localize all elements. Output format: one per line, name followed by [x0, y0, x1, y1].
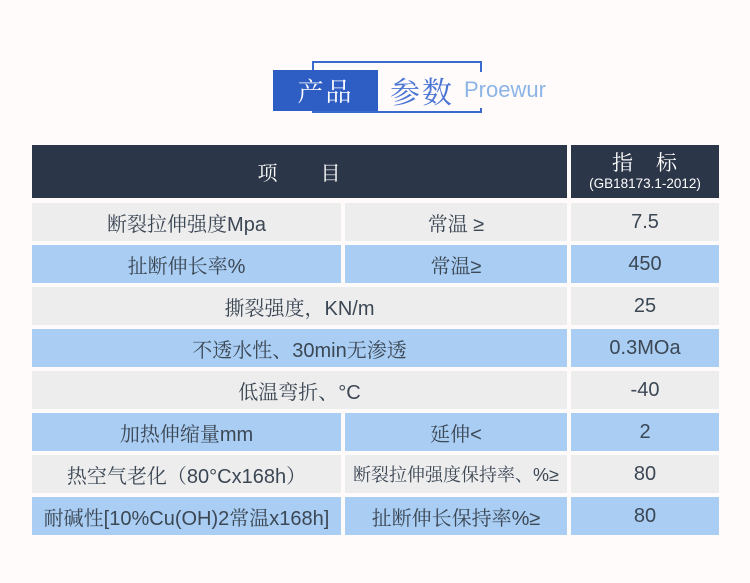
value-cell: 7.5 [571, 203, 719, 241]
item-cell: 不透水性、30min无渗透 [32, 329, 567, 367]
header-indicator-cell [571, 145, 719, 198]
header-item-cell: 项 目 [32, 145, 567, 198]
table-row [32, 287, 719, 325]
header-indicator-label: 指 标 [612, 151, 678, 175]
item-cell: 加热伸缩量mm [32, 413, 341, 451]
value-cell: -40 [571, 371, 719, 409]
condition-cell: 扯断伸长保持率%≥ [345, 497, 567, 535]
condition-cell: 常温 ≥ [345, 203, 567, 241]
title-product-label: 产品 [297, 77, 354, 107]
table-row [32, 455, 719, 493]
table-row [32, 371, 719, 409]
value-cell: 25 [571, 287, 719, 325]
title-text-group [386, 72, 550, 108]
condition-cell: 延伸< [345, 413, 567, 451]
value-cell: 0.3MOa [571, 329, 719, 367]
table-row [32, 245, 719, 283]
item-cell: 断裂拉伸强度Mpa [32, 203, 341, 241]
item-cell: 热空气老化（80°Cx168h） [32, 455, 341, 493]
table-row [32, 413, 719, 451]
item-cell: 耐碱性[10%Cu(OH)2常温x168h] [32, 497, 341, 535]
title-product-badge [273, 70, 378, 111]
value-cell: 80 [571, 497, 719, 535]
title-subtitle-label: Proewur [464, 77, 546, 102]
item-cell: 撕裂强度，KN/m [32, 287, 567, 325]
condition-cell: 常温≥ [345, 245, 567, 283]
item-cell: 扯断伸长率% [32, 245, 341, 283]
spec-table [32, 145, 719, 539]
table-row [32, 497, 719, 535]
table-row [32, 329, 719, 367]
title-parameter-label: 参数 [390, 77, 454, 110]
item-cell: 低温弯折、°C [32, 371, 567, 409]
header-standard-label: (GB18173.1-2012) [589, 175, 701, 191]
table-header-row [32, 145, 719, 198]
table-row [32, 203, 719, 241]
value-cell: 80 [571, 455, 719, 493]
condition-cell: 断裂拉伸强度保持率、%≥ [345, 455, 567, 493]
value-cell: 450 [571, 245, 719, 283]
value-cell: 2 [571, 413, 719, 451]
